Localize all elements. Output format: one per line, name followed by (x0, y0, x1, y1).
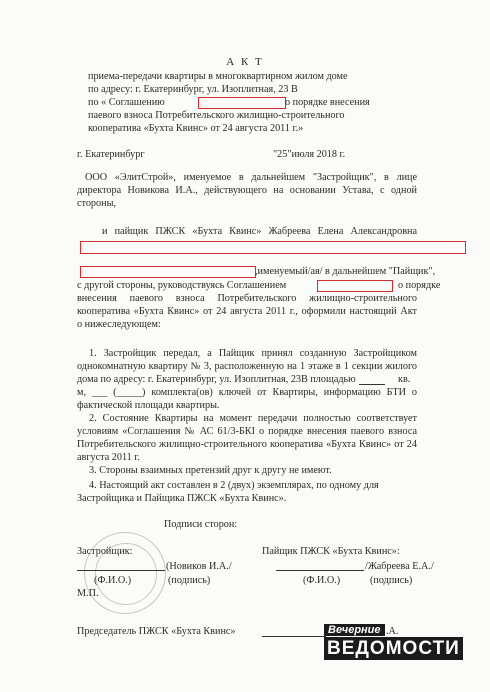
party-line-5: внесения паевого взноса Потребительского жилищно-строительного (77, 293, 417, 304)
clause-1-line-4: м, ___ (_____) комплекта(ов) ключей от Квартиры, информацию БТИ о (77, 387, 417, 398)
clause-2-line-2: условиям «Соглашения № АС 61/3-БКI о порядке внесения паевого взноса (77, 426, 417, 437)
member-fio-caption: (Ф.И.О.) (303, 575, 341, 586)
header-line-3b: о порядке внесения (285, 97, 370, 108)
area-blank (359, 384, 385, 385)
party-line-4a: с другой стороны, руководствуясь Соглашением (77, 280, 287, 291)
clause-2-line-4: августа 2011 г. (77, 452, 140, 463)
party-line-6: кооператива «Бухта Квинс» от 24 августа 2011 г., оформили настоящий Акт (77, 306, 417, 317)
member-signature-line (276, 570, 364, 571)
developer-sign-caption: (подпись) (168, 575, 211, 586)
intro-line-2: директора Новикова И.А., действующего на основании Устава, с одной (77, 185, 417, 196)
clause-4-line-1: 4. Настоящий акт составлен в 2 (двух) экземплярах, по одному для (89, 480, 379, 491)
logo-line-2: ВЕДОМОСТИ (324, 637, 463, 660)
clause-2-line-1: 2. Состояние Квартиры на момент передачи полностью соответствует (89, 413, 417, 424)
signatures-heading: Подписи сторон: (164, 519, 238, 530)
member-sign-caption: (подпись) (370, 575, 413, 586)
clause-3: 3. Стороны взаимных претензий друг к другу не имеют. (89, 465, 332, 476)
header-line-1: приема-передачи квартиры в многоквартирном жилом доме (88, 71, 348, 82)
clause-1-line-5: фактической площади квартиры. (77, 400, 220, 411)
redacted-box (317, 280, 393, 292)
seal-placeholder: М.П. (77, 588, 99, 599)
member-name: /Жабреева Е.А./ (365, 561, 434, 572)
clause-1-line-3a: дома по адресу: г. Екатеринбург, ул. Изоплитная, 23В площадью (77, 374, 356, 385)
company-seal (84, 532, 166, 614)
place: г. Екатеринбург (77, 149, 145, 160)
party-line-3: ,именуемый/ая/ в дальнейшем "Пайщик", (255, 266, 436, 277)
party-line-7: о нижеследующем: (77, 319, 161, 330)
clause-1-line-3b: кв. (398, 374, 411, 385)
header-line-5: кооператива «Бухта Квинс» от 24 августа 2011 г.» (88, 123, 304, 134)
clause-2-line-3: Потребительского жилищно-строительного кооператива «Бухта Квинс» от 24 (77, 439, 417, 450)
clause-4-line-2: Застройщика и Пайщика ПЖСК «Бухта Квинс». (77, 493, 287, 504)
redacted-box (198, 97, 286, 109)
header-line-4: паевого взноса Потребительского жилищно-строительного (88, 110, 345, 121)
date: "25"июля 2018 г. (273, 149, 346, 160)
chair-name: .А. (386, 626, 399, 637)
redacted-box (80, 266, 256, 278)
header-line-2: по адресу: г. Екатеринбург, ул. Изоплитная, 23 В (88, 84, 298, 95)
party-line-1: и пайщик ПЖСК «Бухта Квинс» Жабреева Елена Александровна (102, 226, 417, 237)
document-title: А К Т (226, 56, 264, 68)
member-label: Пайщик ПЖСК «Бухта Квинс»: (262, 546, 400, 557)
party-line-4b: о порядке (398, 280, 441, 291)
logo-line-1: Вечерние (324, 624, 385, 636)
developer-label: Застройщик: (77, 546, 133, 557)
header-line-3a: по « Соглашению (88, 97, 165, 108)
intro-line-3: стороны, (77, 198, 116, 209)
developer-name: (Новиков И.А./ (166, 561, 232, 572)
chair-signature-line (262, 636, 326, 637)
clause-1-line-2: однокомнатную квартиру № 3, расположенную на 1 этаже в 1 секции жилого (77, 361, 417, 372)
developer-fio-caption: (Ф.И.О.) (94, 575, 132, 586)
chair-label: Председатель ПЖСК «Бухта Квинс» (77, 626, 236, 637)
clause-1-line-1: 1. Застройщик передал, а Пайщик принял созданную Застройщиком (89, 348, 417, 359)
developer-signature-line (77, 570, 165, 571)
intro-line-1: ООО «ЭлитСтрой», именуемое в дальнейшем "Застройщик", в лице (85, 172, 417, 183)
newspaper-logo (324, 624, 464, 664)
redacted-box (80, 241, 466, 254)
